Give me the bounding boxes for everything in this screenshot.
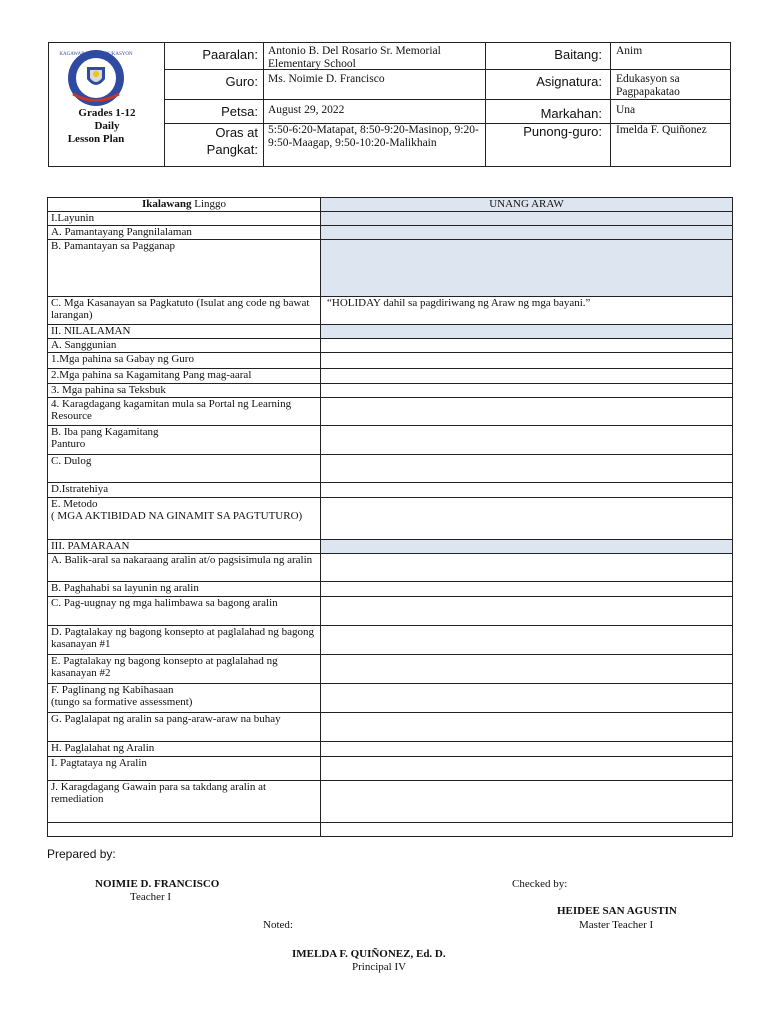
punong-guro-label: Punong-guro: bbox=[523, 124, 602, 139]
checker-title: Master Teacher I bbox=[579, 919, 654, 931]
holiday-note: “HOLIDAY dahil sa pagdiriwang ng Araw ng mga bayani.” bbox=[321, 297, 733, 325]
row-iba-pang-kagamitan: B. Iba pang Kagamitang Panturo bbox=[48, 426, 321, 455]
row-pagtataya: I. Pagtataya ng Aralin bbox=[48, 757, 321, 781]
row-pamaraan: III. PAMARAAN bbox=[48, 540, 321, 554]
checked-by-label: Checked by: bbox=[512, 878, 568, 890]
preparer-name: NOIMIE D. FRANCISCO bbox=[95, 878, 220, 890]
week-header: Ikalawang Linggo bbox=[48, 198, 321, 212]
grades-title: Grades 1-12 bbox=[78, 107, 136, 119]
punong-guro-value: Imelda F. Quiñonez bbox=[616, 124, 707, 136]
row-karagdagang-gawain: J. Karagdagang Gawain para sa takdang aralin at remediation bbox=[48, 781, 321, 823]
paaralan-label: Paaralan: bbox=[202, 47, 258, 62]
row-pamantayang-pangnilalaman: A. Pamantayang Pangnilalaman bbox=[48, 226, 321, 240]
preparer-title: Teacher I bbox=[130, 891, 172, 903]
row-layunin: I.Layunin bbox=[48, 212, 321, 226]
row-istratehiya: D.Istratehiya bbox=[48, 483, 321, 498]
lesson-plan-table bbox=[47, 197, 733, 837]
oras-value: 5:50-6:20-Matapat, 8:50-9:20-Masinop, 9:20-9:50-Maagap, 9:50-10:20-Malikhain bbox=[268, 124, 479, 149]
baitang-label: Baitang: bbox=[554, 47, 602, 62]
row-paglalapat: G. Paglalapat ng aralin sa pang-araw-araw na buhay bbox=[48, 713, 321, 742]
row-paglalahat: H. Paglalahat ng Aralin bbox=[48, 742, 321, 757]
noted-label: Noted: bbox=[263, 919, 293, 931]
deped-seal-logo bbox=[57, 47, 135, 107]
row-paglinang: F. Paglinang ng Kabihasaan (tungo sa formative assessment) bbox=[48, 684, 321, 713]
row-paghahabi: B. Paghahabi sa layunin ng aralin bbox=[48, 582, 321, 597]
row-teksbuk: 3. Mga pahina sa Teksbuk bbox=[48, 384, 321, 398]
principal-name: IMELDA F. QUIÑONEZ, Ed. D. bbox=[292, 948, 446, 960]
petsa-value: August 29, 2022 bbox=[268, 104, 345, 116]
row-pagtalakay-1: D. Pagtalakay ng bagong konsepto at paglalahad ng bagong kasanayan #1 bbox=[48, 626, 321, 655]
oras-pangkat-label bbox=[164, 124, 258, 158]
row-gabay-guro: 1.Mga pahina sa Gabay ng Guro bbox=[48, 353, 321, 369]
checker-name: HEIDEE SAN AGUSTIN bbox=[557, 905, 677, 917]
paaralan-value: Antonio B. Del Rosario Sr. Memorial Elementary School bbox=[268, 45, 441, 70]
row-sanggunian: A. Sanggunian bbox=[48, 339, 321, 353]
oras-label: Oras at bbox=[215, 125, 258, 140]
row-kasanayan-pagkatuto: C. Mga Kasanayan sa Pagkatuto (Isulat ang code ng bawat larangan) bbox=[48, 297, 321, 325]
asignatura-label: Asignatura: bbox=[536, 74, 602, 89]
asignatura-value: Edukasyon sa Pagpapakatao bbox=[616, 73, 680, 98]
guro-label: Guro: bbox=[225, 74, 258, 89]
principal-title: Principal IV bbox=[352, 961, 407, 973]
daily-label: Daily bbox=[94, 120, 120, 132]
row-pamantayan-pagganap: B. Pamantayan sa Pagganap bbox=[48, 240, 321, 297]
row-pagtalakay-2: E. Pagtalakay ng bagong konsepto at paglalahad ng kasanayan #2 bbox=[48, 655, 321, 684]
row-metodo: E. Metodo ( MGA AKTIBIDAD NA GINAMIT SA PAGTUTURO) bbox=[48, 498, 321, 540]
row-dulog: C. Dulog bbox=[48, 455, 321, 483]
guro-value: Ms. Noimie D. Francisco bbox=[268, 73, 385, 85]
row-kagamitang-mag-aaral: 2.Mga pahina sa Kagamitang Pang mag-aaral bbox=[48, 369, 321, 384]
markahan-value: Una bbox=[616, 104, 636, 116]
day-header: UNANG ARAW bbox=[321, 198, 733, 212]
row-portal-lr: 4. Karagdagang kagamitan mula sa Portal ng Learning Resource bbox=[48, 398, 321, 426]
grades-title-block bbox=[52, 107, 162, 146]
row-balik-aral: A. Balik-aral sa nakaraang aralin at/o pagsisimula ng aralin bbox=[48, 554, 321, 582]
row-nilalaman: II. NILALAMAN bbox=[48, 325, 321, 339]
row-pag-uugnay: C. Pag-uugnay ng mga halimbawa sa bagong aralin bbox=[48, 597, 321, 626]
markahan-label: Markahan: bbox=[540, 106, 602, 121]
pangkat-label: Pangkat: bbox=[206, 142, 258, 157]
petsa-label: Petsa: bbox=[221, 104, 258, 119]
baitang-value: Anim bbox=[616, 45, 643, 57]
seal-text-top: KAGAWARAN NG EDUKASYON bbox=[59, 52, 133, 57]
row-blank bbox=[48, 823, 321, 837]
lesson-plan-label: Lesson Plan bbox=[67, 133, 125, 145]
prepared-by-label: Prepared by: bbox=[47, 847, 116, 861]
